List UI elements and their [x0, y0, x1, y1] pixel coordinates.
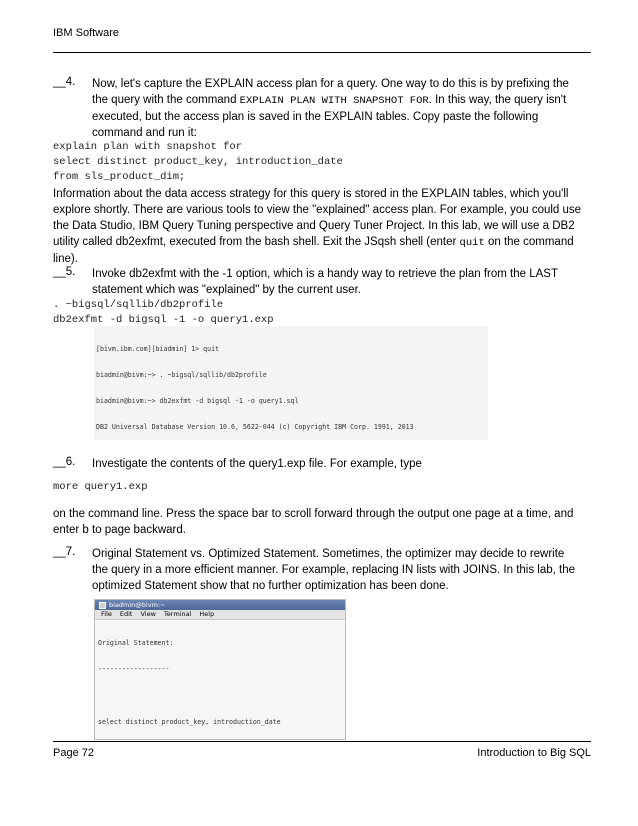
terminal-output: Original Statement: ------------------ select distinct product_key, introduction_date [98, 638, 281, 726]
step-6-number: __6. [53, 456, 76, 468]
menu-terminal: Terminal [163, 610, 192, 618]
terminal-screenshot-db2exfmt [94, 326, 488, 440]
header-rule [53, 52, 591, 53]
footer-rule [53, 741, 591, 742]
running-header: IBM Software [53, 27, 120, 39]
step-5-code [53, 298, 274, 328]
menu-file: File [101, 610, 112, 618]
step-4-line-4: command and run it: [92, 127, 197, 139]
step-4-code [53, 140, 343, 185]
para-line: line). [53, 253, 78, 265]
step-4-number: __4. [53, 76, 76, 88]
window-title: biadmin@bivm:~ [109, 601, 166, 609]
para-line: on the command line. Press the space bar to scroll forward through the output one page at a time, and [53, 508, 574, 520]
inline-command: quit [459, 237, 485, 249]
step-5-number: __5. [53, 266, 76, 278]
inline-command: EXPLAIN PLAN WITH SNAPSHOT FOR [239, 95, 429, 107]
step-7-line-3: optimized Statement show that no further optimization has been done. [92, 580, 449, 592]
info-paragraph [53, 186, 593, 267]
para-line: Information about the data access strategy for this query is stored in the EXPLAIN tables, which you'll [53, 188, 569, 200]
code-line: from sls_product_dim; [53, 171, 186, 183]
menu-help: Help [199, 610, 215, 618]
terminal-window-screenshot [94, 599, 346, 740]
code-line: explain plan with snapshot for [53, 141, 243, 153]
para-line: explore shortly. There are various tools to view the "explained" access plan. For example, you could use [53, 204, 582, 216]
step-6-text: Investigate the contents of the query1.exp file. For example, type [92, 458, 422, 470]
step-4-text [92, 76, 592, 141]
step-5-line-1: Invoke db2exfmt with the -1 option, which is a handy way to retrieve the plan from the LAST [92, 268, 558, 280]
terminal-output: [bivm.ibm.com][biadmin] 1> quit biadmin@bivm:~> . ~bigsql/sqllib/db2profile biadmin@bivm:~> db2exfmt -d bigsql -1 -o query1.sql DB2 Universal Database Version 10.6, 5622-044 (c) Copyright IBM Corp. 1991, 2013 [94, 326, 488, 440]
step-7-line-2: the query in a more efficient manner. For example, replacing IN lists with JOINS. In this lab, the [92, 564, 576, 576]
code-line: db2exfmt -d bigsql -1 -o query1.exp [53, 314, 274, 326]
menu-view: View [140, 610, 156, 618]
step-4-line-3: executed, but the access plan is saved in the EXPLAIN tables. Copy paste the following [92, 111, 539, 123]
step-5-line-2: statement which was "explained" by the current user. [92, 284, 361, 296]
step-4-line-1: Now, let's capture the EXPLAIN access plan for a query. One way to do this is by prefixing the [92, 78, 569, 90]
step-6-after [53, 506, 593, 538]
step-5-text [92, 266, 592, 298]
window-titlebar [95, 600, 345, 610]
para-line: the Data Studio, IBM Query Tuning perspective and Query Tuner Project. In this lab, we will use a DB2 [53, 220, 575, 232]
step-7-number: __7. [53, 546, 76, 558]
code-line: select distinct product_key, introduction_date [53, 156, 343, 168]
step-6-code: more query1.exp [53, 481, 148, 493]
step-7-text [92, 546, 592, 594]
menu-bar [95, 610, 345, 620]
footer-title: Introduction to Big SQL [477, 747, 591, 759]
para-line: enter b to page backward. [53, 524, 186, 536]
step-4-line-2: the query with the command EXPLAIN PLAN WITH SNAPSHOT FOR. In this way, the query isn't [92, 94, 567, 107]
step-7-line-1: Original Statement vs. Optimized Statement. Sometimes, the optimizer may decide to rewrite [92, 548, 565, 560]
page-number: Page 72 [53, 747, 94, 759]
menu-edit: Edit [119, 610, 133, 618]
para-line: utility called db2exfmt, executed from the bash shell. Exit the JSqsh shell (enter quit on the command [53, 236, 574, 249]
terminal-icon [99, 602, 106, 609]
code-line: . ~bigsql/sqllib/db2profile [53, 299, 224, 311]
